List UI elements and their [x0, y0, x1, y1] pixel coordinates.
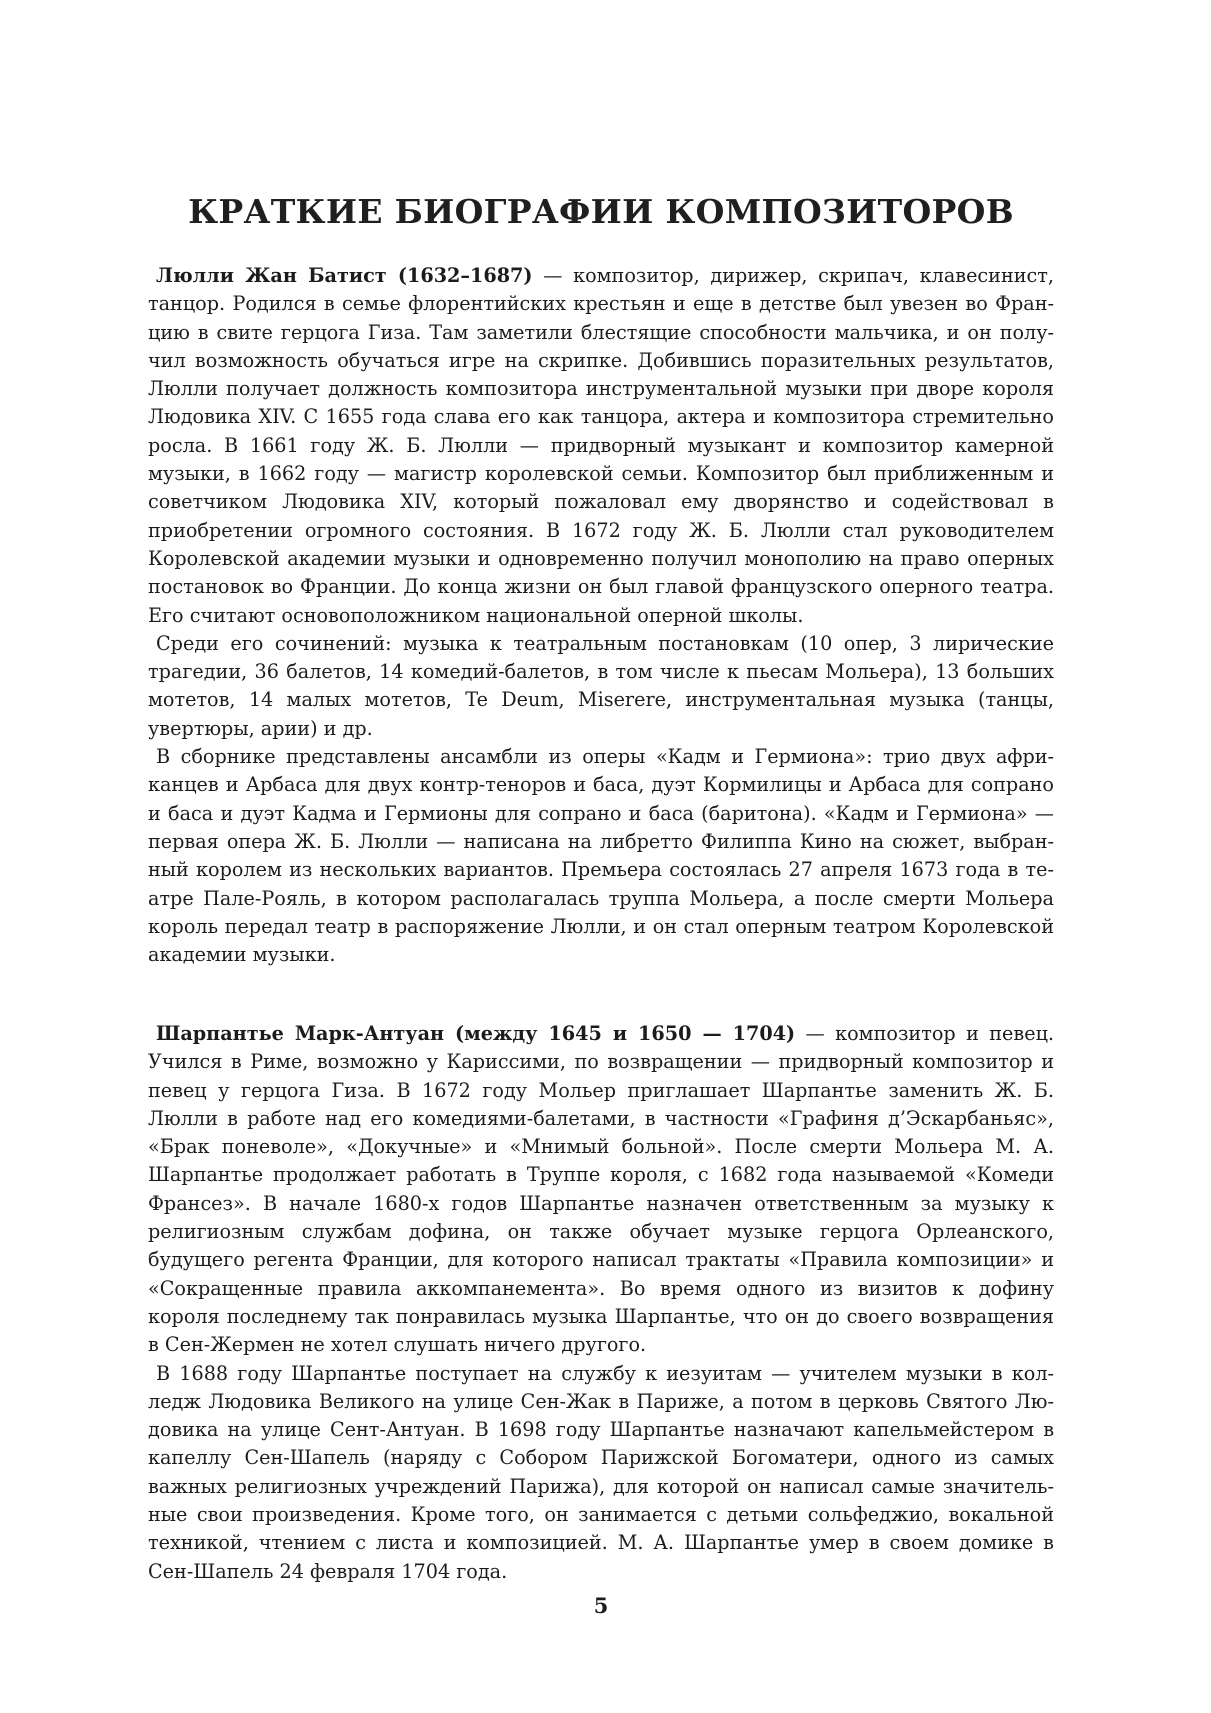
- charpentier-paragraph-1: [148, 1020, 1054, 1360]
- lully-paragraph-2: Среди его сочинений: музыка к театральным постановкам (10 опер, 3 лирические трагедии, 36 балетов, 14 комедий-балетов, в том числе к пьесам Мольера), 13 больших мотетов, 14 малых мотетов, Te Deum, Miserere, инструментальная музыка (танцы, увертюры, арии) и др.: [148, 631, 1054, 740]
- page-title: КРАТКИЕ БИОГРАФИИ КОМПОЗИТОРОВ: [188, 192, 1014, 231]
- lully-paragraph-1: [148, 262, 1054, 630]
- biography-lully: [148, 262, 1054, 969]
- page-number: 5: [593, 1593, 609, 1618]
- lully-paragraph-3: В сборнике представлены ансамбли из оперы «Кадм и Гермиона»: трио двух африканцев и Арбаса для двух контр-теноров и баса, дуэт Кормилицы и Арбаса для сопрано и баса и дуэт Кадма и Гермионы для сопрано и баса (баритона). «Кадм и Гермиона» — первая опера Ж. Б. Люлли — написана на либретто Филиппа Кино на сюжет, выбранный королем из нескольких вариантов. Премьера состоялась 27 апреля 1673 года в театре Пале-Рояль, в котором располагалась труппа Мольера, а после смерти Мольера король передал театр в распоряжение Люлли, и он стал оперным театром Королевской академии музыки.: [148, 745, 1054, 967]
- charpentier-name-heading: Шарпантье Марк-Антуан (между 1645 и 1650 — 1704): [156, 1022, 796, 1045]
- book-page: [148, 0, 1054, 1713]
- charpentier-paragraph-2: В 1688 году Шарпантье поступает на службу к иезуитам — учителем музыки в колледж Людовика Великого на улице Сен-Жак в Париже, а потом в церковь Святого Людовика на улице Сент-Антуан. В 1698 году Шарпантье назначают капельмейстером в капеллу Сен-Шапель (наряду с Собором Парижской Богоматери, одного из самых важных религиозных учреждений Парижа), для которой он написал самые значительные свои произведения. Кроме того, он занимается с детьми сольфеджио, вокальной техникой, чтением с листа и композицией. М. А. Шарпантье умер в своем домике в Сен-Шапель 24 февраля 1704 года.: [148, 1361, 1054, 1583]
- biography-charpentier: [148, 1020, 1054, 1586]
- charpentier-paragraph-1-text: — композитор и певец. Учился в Риме, возможно у Кариссими, по возвращении — придворный композитор и певец у герцога Гиза. В 1672 году Мольер приглашает Шарпантье заменить Ж. Б. Люлли в работе над его комедиями-балетами, в частности «Графиня д’Эскарбаньяс», «Брак поневоле», «Докучные» и «Мнимый больной». После смерти Мольера М. А. Шарпантье продолжает работать в Труппе короля, с 1682 года называемой «Комеди Франсез». В начале 1680-х годов Шарпантье назначен ответственным за музыку к религиозным службам дофина, он также обучает музыке герцога Орлеанского, будущего регента Франции, для которого написал трактаты «Правила композиции» и «Сокращенные правила аккомпанемента». Во время одного из визитов к дофину короля последнему так понравилась музыка Шарпантье, что он до своего возвращения в Сен-Жермен не хотел слушать ничего другого.: [148, 1022, 1055, 1357]
- lully-name-heading: Люлли Жан Батист (1632–1687): [156, 264, 533, 287]
- lully-paragraph-1-text: — композитор, дирижер, скрипач, клавесинист, танцор. Родился в семье флорентийских крестьян и еще в детстве был увезен во Францию в свите герцога Гиза. Там заметили блестящие способности мальчика, и он получил возможность обучаться игре на скрипке. Добившись поразительных результатов, Люлли получает должность композитора инструментальной музыки при дворе короля Людовика XIV. С 1655 года слава его как танцора, актера и композитора стремительно росла. В 1661 году Ж. Б. Люлли — придворный музыкант и композитор камерной музыки, в 1662 году — магистр королевской семьи. Композитор был приближенным и советчиком Людовика XIV, который пожаловал ему дворянство и содействовал в приобретении огромного состояния. В 1672 году Ж. Б. Люлли стал руководителем Королевской академии музыки и одновременно получил монополию на право оперных постановок во Франции. До конца жизни он был главой французского оперного театра. Его считают основоположником национальной оперной школы.: [148, 264, 1055, 627]
